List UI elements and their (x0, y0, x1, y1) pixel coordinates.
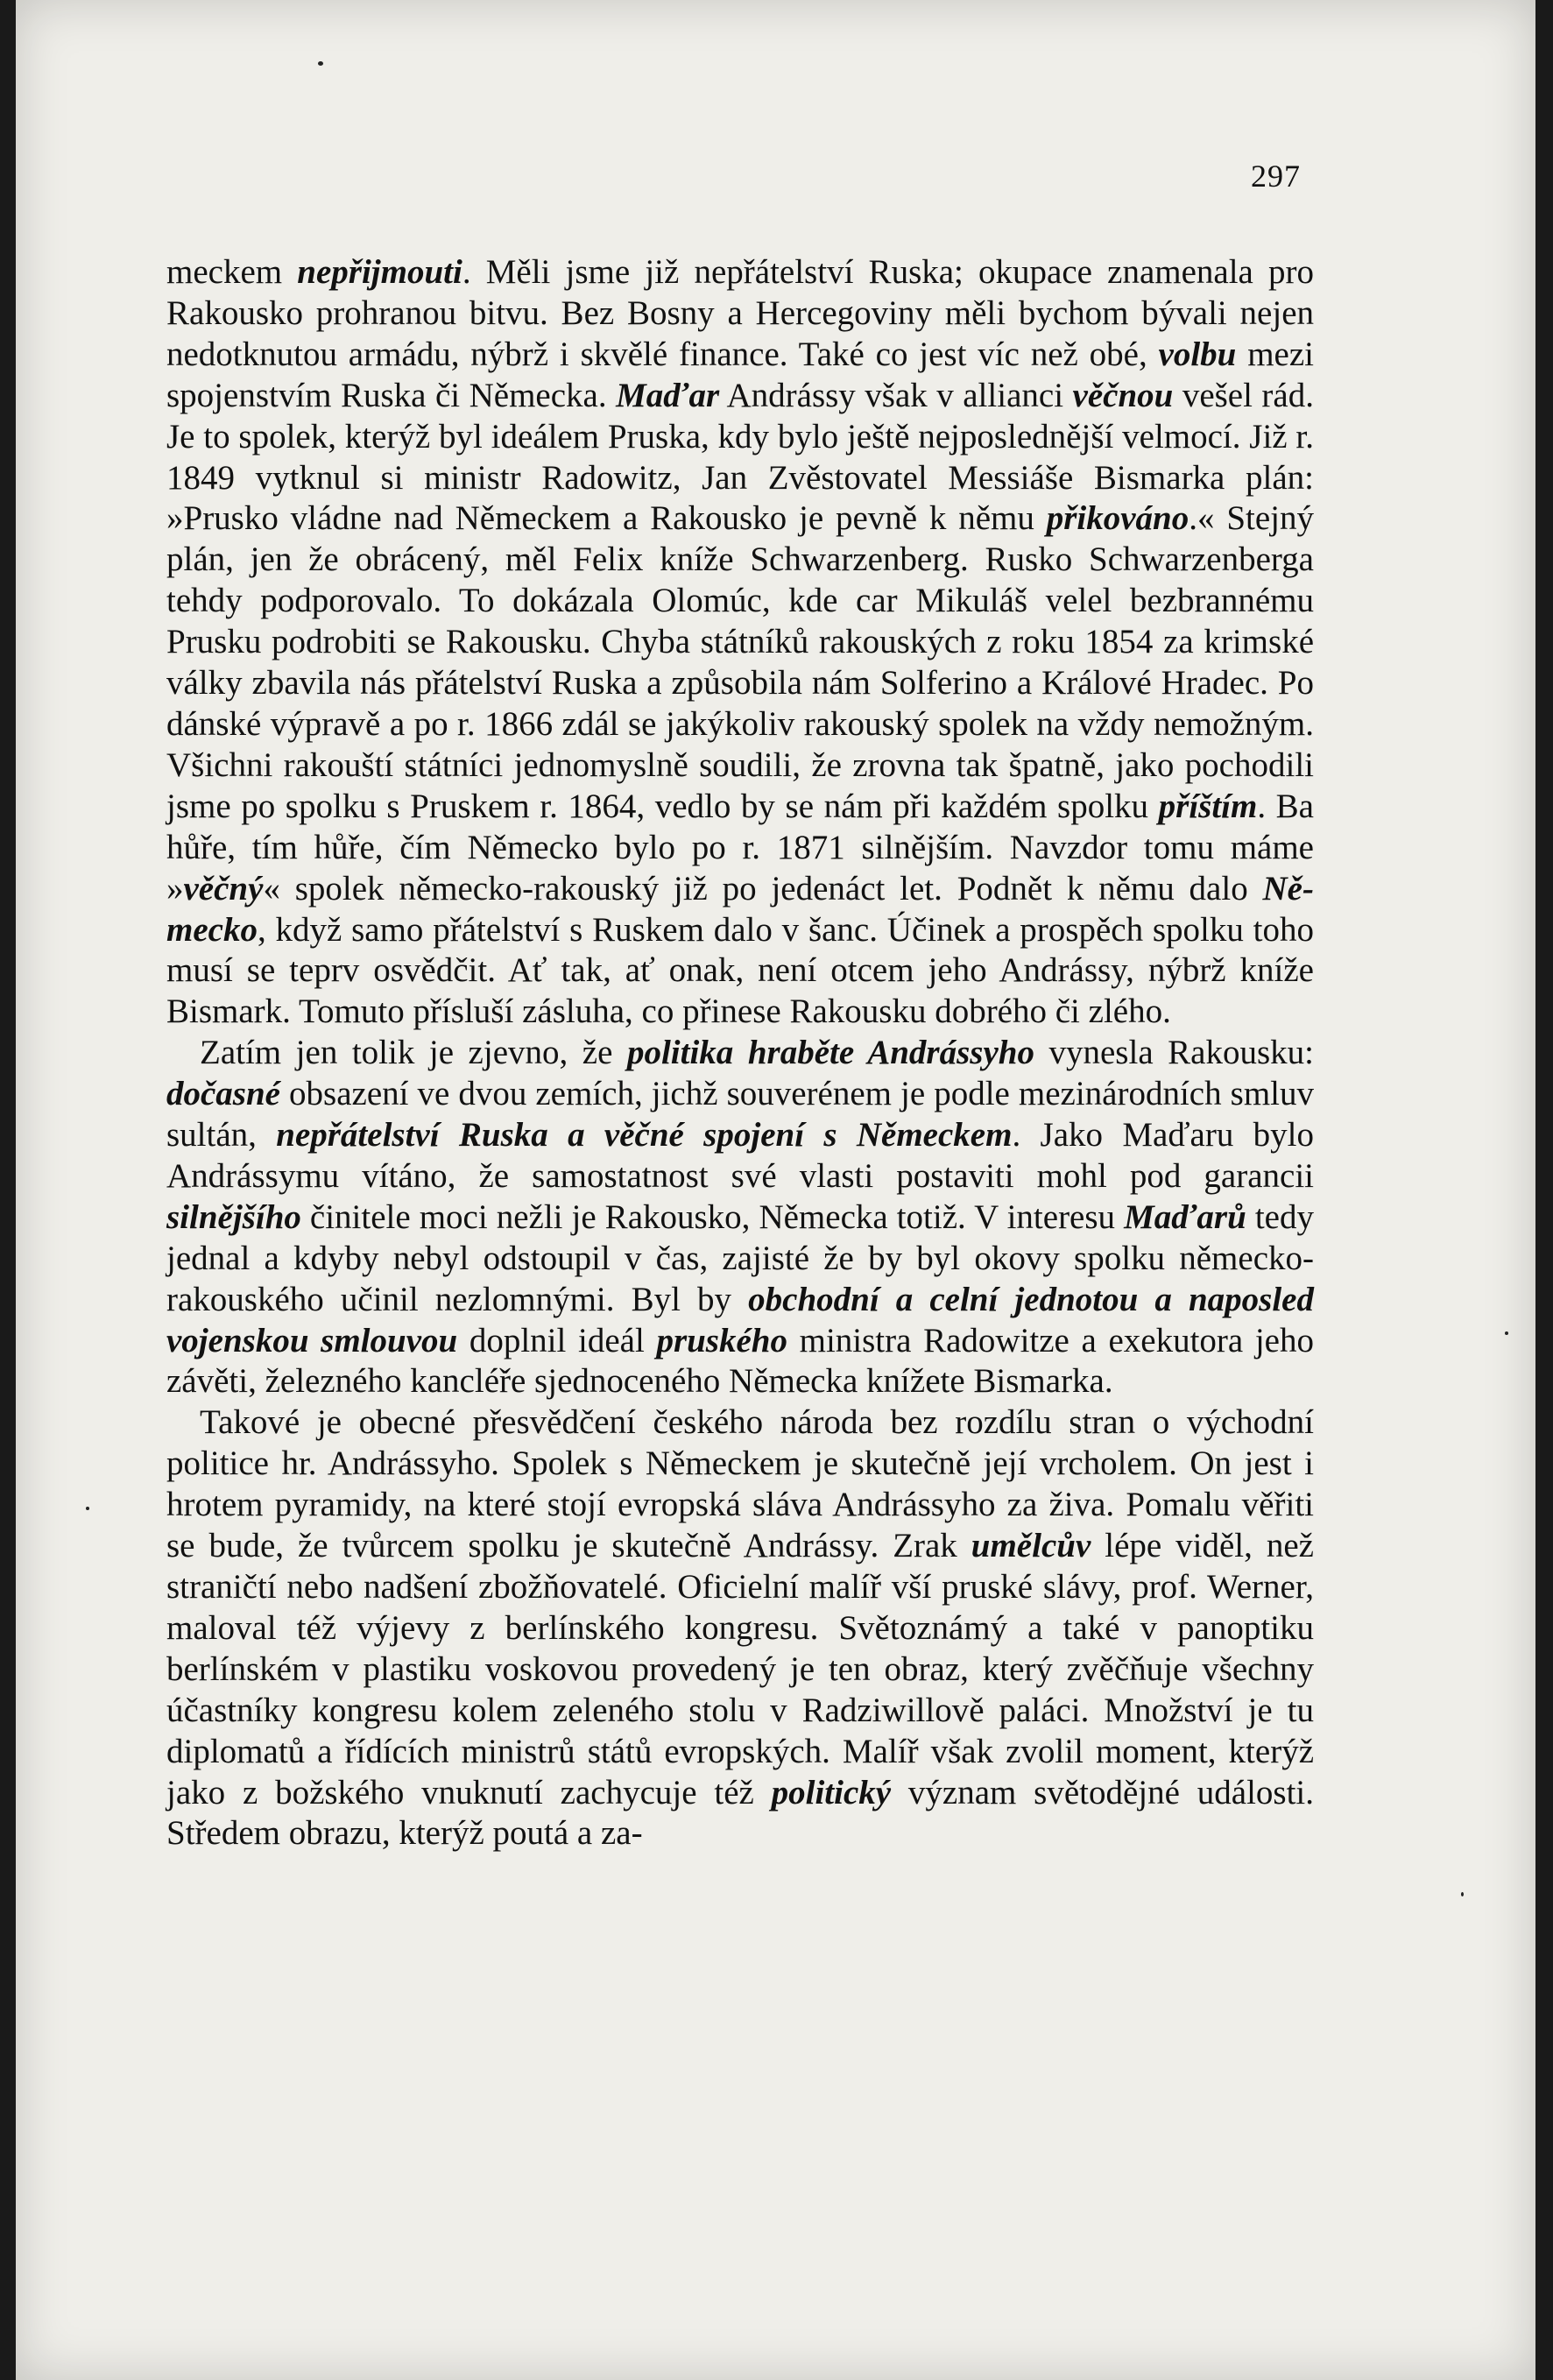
text-run: « spolek německo-rakouský již po jedenáct let. Podnět k němu dalo (263, 869, 1263, 908)
emphasized-text: přikováno (1046, 499, 1189, 538)
text-run: Zatím jen tolik je zjevno, že (200, 1034, 627, 1072)
text-run: . Měli jsme již nepřátelství Ruska; okupace znamenala pro Rakousko prohranou bitvu. Bez Bosny a Hercegoviny měli bychom bývali nejen nedotknutou armádu, nýbrž i skvělé finance. Také co jest víc než obé, (166, 253, 1314, 373)
text-run: lépe viděl, než straničtí nebo nadšení zbožňovatelé. Oficielní malíř vší pruské slávy, prof. Werner, maloval též výjevy z berlínského kongresu. Světoznámý a také v panoptiku berlínském v plastiku voskovou provedený je ten obraz, který zvěčňuje všechny účastníky kongresu kolem zeleného stolu v Radziwillově paláci. Množství je tu diplomatů a řídících ministrů států evropských. Malíř však zvolil moment, kterýž jako z božského vnuknutí zachycuje též (166, 1527, 1314, 1811)
text-run: doplnil ideál (457, 1321, 657, 1359)
emphasized-text: politický (771, 1773, 892, 1811)
scan-speck (1505, 1331, 1508, 1335)
text-run: význam světodějné události. Středem obrazu, kterýž poutá a za- (166, 1773, 1314, 1853)
scan-speck (86, 1507, 89, 1510)
scan-speck (1461, 1892, 1464, 1896)
text-run: .« Stejný plán, jen že obrácený, měl Felix kníže Schwarzenberg. Rusko Schwarzenberga tehdy podporovalo. To dokázala Olomúc, kde car Mikuláš velel bezbrannému Prusku podrobiti se Rakousku. Chyba státníků rakouských z roku 1854 za krimské války zbavila nás přátelství Ruska a způsobila nám Solferino a Králové Hradec. Po dánské výpravě a po r. 1866 zdál se jakýkoliv rakouský spolek na vždy nemožným. Všichni rakouští státníci jednomyslně soudili, že zrovna tak špatně, jako pochodili jsme po spolku s Pruskem r. 1864, vedlo by se nám při každém spolku (166, 499, 1315, 825)
emphasized-text: Maďar (616, 376, 720, 414)
text-run: mezi spojenstvím Ruska či Německa. (166, 335, 1314, 414)
text-run: tedy jednal a kdyby nebyl odstoupil v čas, zajisté že by byl okovy spolku německo-rakouského učinil nezlomnými. Byl by (166, 1197, 1314, 1318)
emphasized-text: pruského (656, 1321, 787, 1359)
text-run: činitele moci nežli je Rakousko, Německa totiž. V interesu (300, 1197, 1125, 1236)
emphasized-text: silnějšího (166, 1197, 301, 1236)
emphasized-text: umělcův (971, 1527, 1091, 1565)
text-run: . Jako Maďaru bylo Andrássymu vítáno, že samostatnost své vlasti postaviti mohl pod garancii (166, 1116, 1314, 1195)
text-run: Andrássy však v allianci (719, 376, 1073, 414)
emphasized-text: politika hraběte Andrássyho (626, 1034, 1034, 1072)
page-number: 297 (1251, 159, 1301, 194)
scan-speck (318, 61, 323, 66)
text-run: , když samo přátelství s Ruskem dalo v šanc. Účinek a prospěch spolku toho musí se teprv osvědčit. Ať tak, ať onak, není otcem jeho Andrássy, nýbrž kníže Bismark. Tomuto přísluší zásluha, co přinese Rakousku dobrého či zlého. (166, 910, 1314, 1031)
emphasized-text: věčný (183, 869, 264, 908)
text-run: vynesla Rakousku: (1034, 1034, 1314, 1072)
emphasized-text: nepřátelství Ruska a věčné spojení s Německem (276, 1116, 1013, 1155)
text-run: obsazení ve dvou zemích, jichž souverénem je podle mezinárodních smluv sultán, (166, 1075, 1314, 1155)
emphasized-text: Německo (166, 869, 1314, 949)
book-page (16, 0, 1535, 2380)
paragraph-2 (166, 1033, 1314, 1402)
text-run: vešel rád. Je to spolek, kterýž byl ideálem Pruska, kdy bylo ještě nejposlednější velmocí. Již r. 1849 vytknul si ministr Radowitz, Jan Zvěstovatel Messiáše Bismarka plán: »Prusko vládne nad Německem a Rakousko je pevně k němu (166, 376, 1314, 538)
paragraph-3 (166, 1402, 1314, 1854)
text-run: ministra Radowitze a exekutora jeho závěti, železného kancléře sjednoceného Německa knížete Bismarka. (166, 1321, 1314, 1401)
emphasized-text: obchodní a celní jednotou a naposled vojenskou smlouvou (166, 1280, 1314, 1359)
emphasized-text: věčnou (1072, 376, 1174, 414)
body-text (166, 252, 1314, 1854)
text-run: Takové je obecné přesvědčení českého národa bez rozdílu stran o východní politice hr. Andrássyho. Spolek s Německem je skutečně její vrcholem. On jest i hrotem pyramidy, na které stojí evropská sláva Andrássyho za živa. Pomalu věřiti se bude, že tvůrcem spolku je skutečně Andrássy. Zrak (166, 1403, 1314, 1565)
text-run: . Ba hůře, tím hůře, čím Německo bylo po r. 1871 silnějším. Navzdor tomu máme » (166, 787, 1314, 908)
emphasized-text: dočasné (166, 1075, 280, 1113)
emphasized-text: Maďarů (1124, 1197, 1246, 1236)
paragraph-1 (166, 252, 1314, 1033)
emphasized-text: příštím (1158, 787, 1258, 825)
emphasized-text: nepřijmouti (297, 253, 462, 291)
text-run: meckem (166, 253, 298, 291)
emphasized-text: volbu (1158, 335, 1237, 373)
